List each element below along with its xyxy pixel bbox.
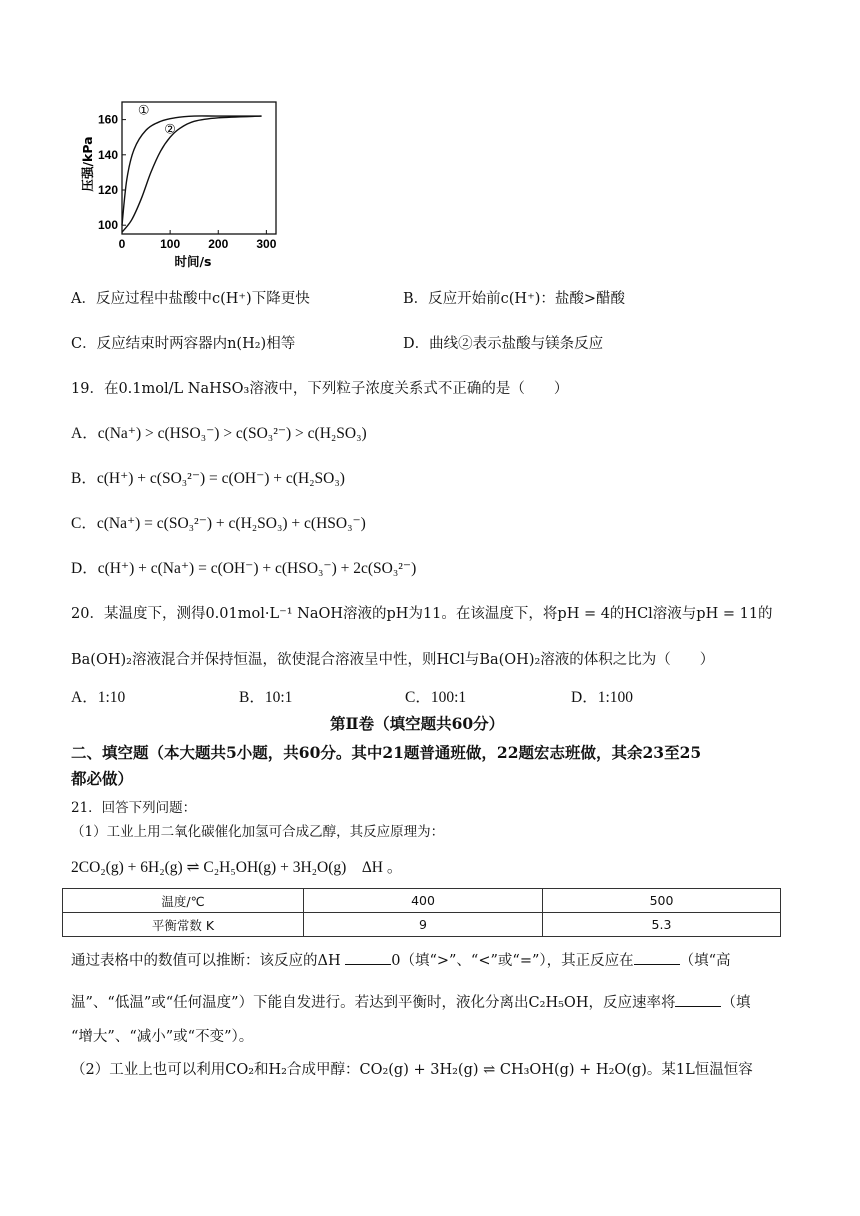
answer-blank[interactable] — [675, 992, 721, 1007]
q21-text-line2 — [71, 991, 750, 1012]
q21-text-line3: “增大”、“减小”或“不变”）。 — [71, 1029, 254, 1045]
table-row — [63, 889, 781, 913]
section2-heading-line1: 二、填空题（本大题共5小题，共60分。其中21题普通班做，22题宏志班做，其余23至25 — [71, 743, 702, 762]
q20-option-b: B．10:1 — [239, 689, 293, 706]
q20-option-d: D．1:100 — [571, 689, 634, 706]
table-cell: 9 — [304, 913, 543, 937]
text-segment: （填 — [721, 995, 751, 1011]
q18-option-d: D．曲线②表示盐酸与镁条反应 — [403, 336, 604, 352]
answer-blank[interactable] — [634, 950, 680, 965]
x-tick-label: 200 — [208, 237, 229, 251]
q21-part2: （2）工业上也可以利用CO₂和H₂合成甲醇：CO₂(g) + 3H₂(g) ⇌ CH₃OH(g) + H₂O(g)。某1L恒温恒容 — [71, 1062, 753, 1078]
series-line — [122, 116, 262, 225]
table-row — [63, 913, 781, 937]
chart-labels — [80, 103, 277, 269]
x-tick-label: 300 — [256, 237, 277, 251]
text-segment: 温”、“低温”或“任何温度”）下能自发进行。若达到平衡时，液化分离出C₂H₅OH，反应速率将 — [71, 995, 676, 1011]
y-axis-label: 压强/kPa — [80, 136, 95, 192]
table-cell: 400 — [304, 889, 543, 913]
chart-axes — [122, 102, 276, 234]
y-tick-label: 120 — [97, 183, 118, 197]
chart-series — [122, 116, 262, 232]
q18-option-c: C．反应结束时两容器内n(H₂)相等 — [71, 336, 296, 352]
q19-option-c: C．c(Na⁺) = c(SO₃²⁻) + c(H₂SO₃) + c(HSO₃⁻) — [71, 515, 366, 532]
series-label: ② — [164, 122, 176, 138]
x-tick-label: 100 — [160, 237, 181, 251]
x-axis-label: 时间/s — [174, 254, 212, 269]
table-cell: 500 — [543, 889, 781, 913]
text-segment: （填“高 — [679, 953, 731, 969]
equilibrium-constant-table — [62, 888, 781, 937]
table-cell: 平衡常数 K — [63, 913, 304, 937]
y-tick-label: 100 — [97, 218, 118, 233]
part2-title: 第Ⅱ卷（填空题共60分） — [330, 714, 505, 733]
q19-stem: 19．在0.1mol/L NaHSO₃溶液中，下列粒子浓度关系式不正确的是（ ） — [71, 381, 569, 397]
q18-option-a: A．反应过程中盐酸中c(H⁺)下降更快 — [71, 291, 310, 307]
q20-line2: Ba(OH)₂溶液混合并保持恒温，欲使混合溶液呈中性，则HCl与Ba(OH)₂溶液的体积之比为（ ） — [71, 652, 715, 668]
section2-heading-line2: 都必做） — [71, 769, 134, 788]
q20-line1: 20．某温度下，测得0.01mol·L⁻¹ NaOH溶液的pH为11。在该温度下，将pH = 4的HCl溶液与pH = 11的 — [71, 606, 773, 622]
series-label: ① — [137, 103, 150, 119]
pressure-time-chart — [80, 98, 298, 278]
text-segment: 通过表格中的数值可以推断：该反应的ΔH — [71, 953, 341, 969]
answer-blank[interactable] — [345, 950, 391, 965]
q20-option-c: C．100:1 — [405, 689, 467, 706]
q19-option-a: A．c(Na⁺) > c(HSO₃⁻) > c(SO₃²⁻) > c(H₂SO₃) — [71, 425, 367, 442]
plot-frame — [122, 102, 276, 234]
q21-equation: 2CO₂(g) + 6H₂(g) ⇌ C₂H₅OH(g) + 3H₂O(g) ΔH 。 — [71, 859, 403, 876]
q20-option-a: A．1:10 — [71, 689, 126, 706]
table-cell: 温度/℃ — [63, 889, 304, 913]
q21-text-line1 — [71, 949, 731, 970]
y-tick-label: 160 — [97, 112, 118, 127]
q19-option-b: B．c(H⁺) + c(SO₃²⁻) = c(OH⁻) + c(H₂SO₃) — [71, 470, 345, 487]
text-segment: 0（填“>”、“<”或“=”），其正反应在 — [391, 953, 634, 969]
y-tick-label: 140 — [97, 147, 118, 162]
q18-option-b: B．反应开始前c(H⁺)：盐酸>醋酸 — [403, 291, 626, 307]
x-tick-label: 0 — [118, 237, 126, 251]
q21-stem: 21．回答下列问题： — [71, 800, 197, 816]
q21-part1: （1）工业上用二氧化碳催化加氢可合成乙醇，其反应原理为： — [71, 824, 445, 840]
q19-option-d: D．c(H⁺) + c(Na⁺) = c(OH⁻) + c(HSO₃⁻) + 2c(SO₃²⁻) — [71, 560, 417, 577]
table-cell: 5.3 — [543, 913, 781, 937]
